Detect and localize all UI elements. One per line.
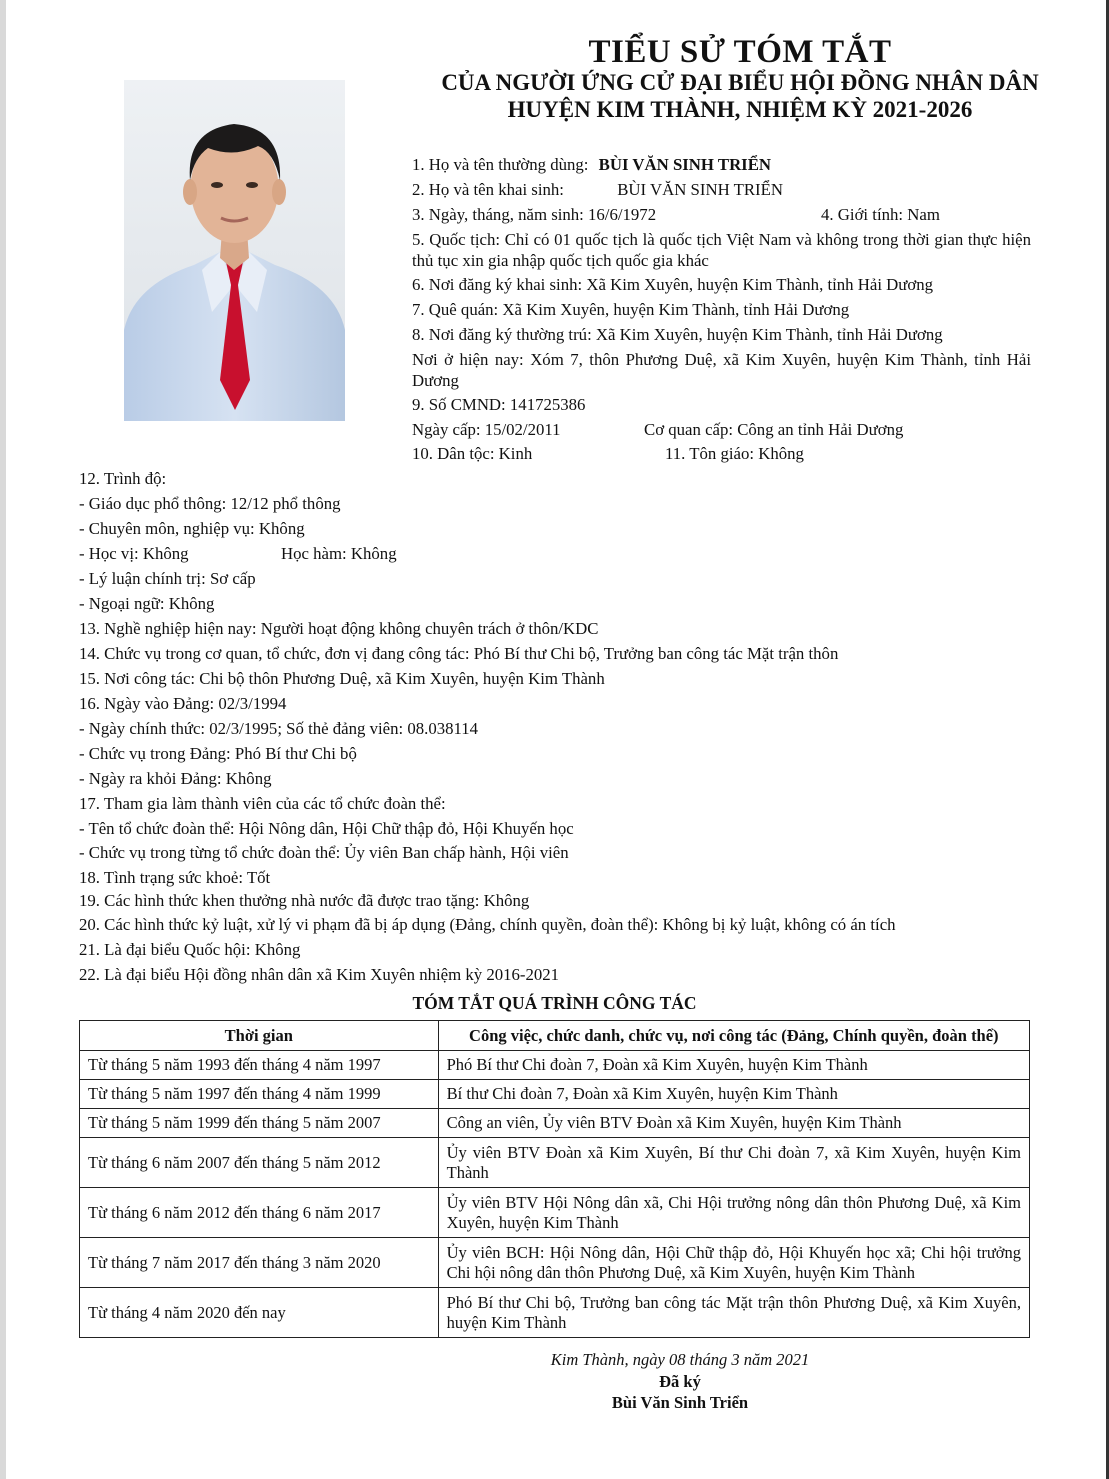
column-header-job: Công việc, chức danh, chức vụ, nơi công tác (Đảng, Chính quyền, đoàn thể) [438,1021,1029,1051]
signature-signed-note: Đã ký [659,1372,701,1391]
field-common-name-label: 1. Họ và tên thường dùng: [412,155,589,174]
document-subtitle-1: CỦA NGƯỜI ỨNG CỬ ĐẠI BIỂU HỘI ĐỒNG NHÂN DÂN [441,70,1039,95]
field-workplace: 15. Nơi công tác: Chi bộ thôn Phương Duệ, xã Kim Xuyên, huyện Kim Thành [79,669,605,688]
cell-time: Từ tháng 6 năm 2007 đến tháng 5 năm 2012 [80,1138,439,1188]
field-id-number: 9. Số CMND: 141725386 [412,395,586,414]
field-birth-date: 3. Ngày, tháng, năm sinh: 16/6/1972 [412,205,657,224]
field-permanent-residence: 8. Nơi đăng ký thường trú: Xã Kim Xuyên, huyện Kim Thành, tỉnh Hải Dương [412,325,943,344]
table-row [80,1109,1030,1138]
column-header-time: Thời gian [80,1021,439,1051]
field-health: 18. Tình trạng sức khoẻ: Tốt [79,868,271,887]
cell-job: Ủy viên BTV Đoàn xã Kim Xuyên, Bí thư Chi đoàn 7, xã Kim Xuyên, huyện Kim Thành [438,1138,1029,1188]
field-birth-name-value: BÙI VĂN SINH TRIỂN [617,180,783,199]
field-specialization: - Chuyên môn, nghiệp vụ: Không [79,519,305,538]
work-history-title: TÓM TẮT QUÁ TRÌNH CÔNG TÁC [412,993,697,1013]
cell-time: Từ tháng 7 năm 2017 đến tháng 3 năm 2020 [80,1238,439,1288]
cell-job: Ủy viên BCH: Hội Nông dân, Hội Chữ thập đỏ, Hội Khuyến học xã; Chi hội trưởng Chi hội nông dân thôn Phương Duệ, xã Kim Xuyên, huyện Kim Thành [438,1238,1029,1288]
signature-name: Bùi Văn Sinh Triển [611,1393,749,1412]
field-birth-registration: 6. Nơi đăng ký khai sinh: Xã Kim Xuyên, huyện Kim Thành, tỉnh Hải Dương [412,275,934,294]
cell-job: Bí thư Chi đoàn 7, Đoàn xã Kim Xuyên, huyện Kim Thành [438,1080,1029,1109]
cell-time: Từ tháng 5 năm 1993 đến tháng 4 năm 1997 [80,1051,439,1080]
cell-time: Từ tháng 4 năm 2020 đến nay [80,1288,439,1338]
field-academic-title: Học hàm: Không [281,544,397,563]
document-subtitle-2: HUYỆN KIM THÀNH, NHIỆM KỲ 2021-2026 [507,97,973,122]
table-header-row [80,1021,1030,1051]
cell-time: Từ tháng 6 năm 2012 đến tháng 6 năm 2017 [80,1188,439,1238]
page-edge-left [0,0,6,1479]
field-council-delegate: 22. Là đại biểu Hội đồng nhân dân xã Kim Xuyên nhiệm kỳ 2016-2021 [79,965,560,984]
cell-job: Phó Bí thư Chi bộ, Trưởng ban công tác Mặt trận thôn Phương Duệ, xã Kim Xuyên, huyện Kim Thành [438,1288,1029,1338]
cell-job: Ủy viên BTV Hội Nông dân xã, Chi Hội trưởng nông dân thôn Phương Duệ, xã Kim Xuyên, huyện Kim Thành [438,1188,1029,1238]
field-position: 14. Chức vụ trong cơ quan, tổ chức, đơn vị đang công tác: Phó Bí thư Chi bộ, Trưởng ban công tác Mặt trận thôn [79,644,839,663]
field-political-theory: - Lý luận chính trị: Sơ cấp [79,569,256,588]
field-party-official-date: - Ngày chính thức: 02/3/1995; Số thẻ đảng viên: 08.038114 [79,719,479,738]
field-hometown: 7. Quê quán: Xã Kim Xuyên, huyện Kim Thành, tỉnh Hải Dương [412,300,850,319]
field-degree: - Học vị: Không [79,544,189,563]
field-awards: 19. Các hình thức khen thưởng nhà nước đã được trao tặng: Không [79,891,530,910]
field-national-assembly-delegate: 21. Là đại biểu Quốc hội: Không [79,940,301,959]
field-foreign-language: - Ngoại ngữ: Không [79,594,215,613]
field-birth-name [412,179,783,200]
cell-job: Công an viên, Ủy viên BTV Đoàn xã Kim Xuyên, huyện Kim Thành [438,1109,1029,1138]
field-general-education: - Giáo dục phổ thông: 12/12 phổ thông [79,494,341,513]
field-party-position: - Chức vụ trong Đảng: Phó Bí thư Chi bộ [79,744,357,763]
field-id-issuer: Cơ quan cấp: Công an tỉnh Hải Dương [644,420,904,439]
field-organization-positions: - Chức vụ trong từng tổ chức đoàn thể: Ủy viên Ban chấp hành, Hội viên [79,843,569,862]
field-organizations-heading: 17. Tham gia làm thành viên của các tổ chức đoàn thể: [79,794,446,813]
field-id-issue-date: Ngày cấp: 15/02/2011 [412,420,561,439]
table-row [80,1188,1030,1238]
field-birth-name-label: 2. Họ và tên khai sinh: [412,180,564,199]
document-title: TIỂU SỬ TÓM TẮT [588,34,892,70]
field-party-leave-date: - Ngày ra khỏi Đảng: Không [79,769,272,788]
work-history-table [79,1020,1030,1338]
field-discipline: 20. Các hình thức kỷ luật, xử lý vi phạm đã bị áp dụng (Đảng, chính quyền, đoàn thể): Không bị kỷ luật, không có án tích [79,915,896,934]
field-common-name [412,154,771,175]
field-nationality: 5. Quốc tịch: Chỉ có 01 quốc tịch là quốc tịch Việt Nam và không trong thời gian thực hiện thủ tục xin gia nhập quốc tịch quốc gia khác [412,230,1031,270]
field-organization-names: - Tên tổ chức đoàn thể: Hội Nông dân, Hội Chữ thập đỏ, Hội Khuyến học [79,819,574,838]
field-ethnicity: 10. Dân tộc: Kinh [412,444,533,463]
field-religion: 11. Tôn giáo: Không [665,444,804,463]
field-current-residence: Nơi ở hiện nay: Xóm 7, thôn Phương Duệ, xã Kim Xuyên, huyện Kim Thành, tỉnh Hải Dương [412,350,1031,390]
field-common-name-value: BÙI VĂN SINH TRIỂN [598,155,772,174]
signature-place-date: Kim Thành, ngày 08 tháng 3 năm 2021 [550,1350,810,1369]
field-party-join-date: 16. Ngày vào Đảng: 02/3/1994 [79,694,287,713]
table-row [80,1138,1030,1188]
table-row [80,1051,1030,1080]
cell-time: Từ tháng 5 năm 1999 đến tháng 5 năm 2007 [80,1109,439,1138]
table-row [80,1238,1030,1288]
table-row [80,1080,1030,1109]
field-occupation: 13. Nghề nghiệp hiện nay: Người hoạt động không chuyên trách ở thôn/KDC [79,619,599,638]
table-row [80,1288,1030,1338]
cell-time: Từ tháng 5 năm 1997 đến tháng 4 năm 1999 [80,1080,439,1109]
cell-job: Phó Bí thư Chi đoàn 7, Đoàn xã Kim Xuyên, huyện Kim Thành [438,1051,1029,1080]
field-education-heading: 12. Trình độ: [79,469,167,488]
candidate-portrait-photo [124,80,345,421]
field-gender: 4. Giới tính: Nam [821,205,940,224]
